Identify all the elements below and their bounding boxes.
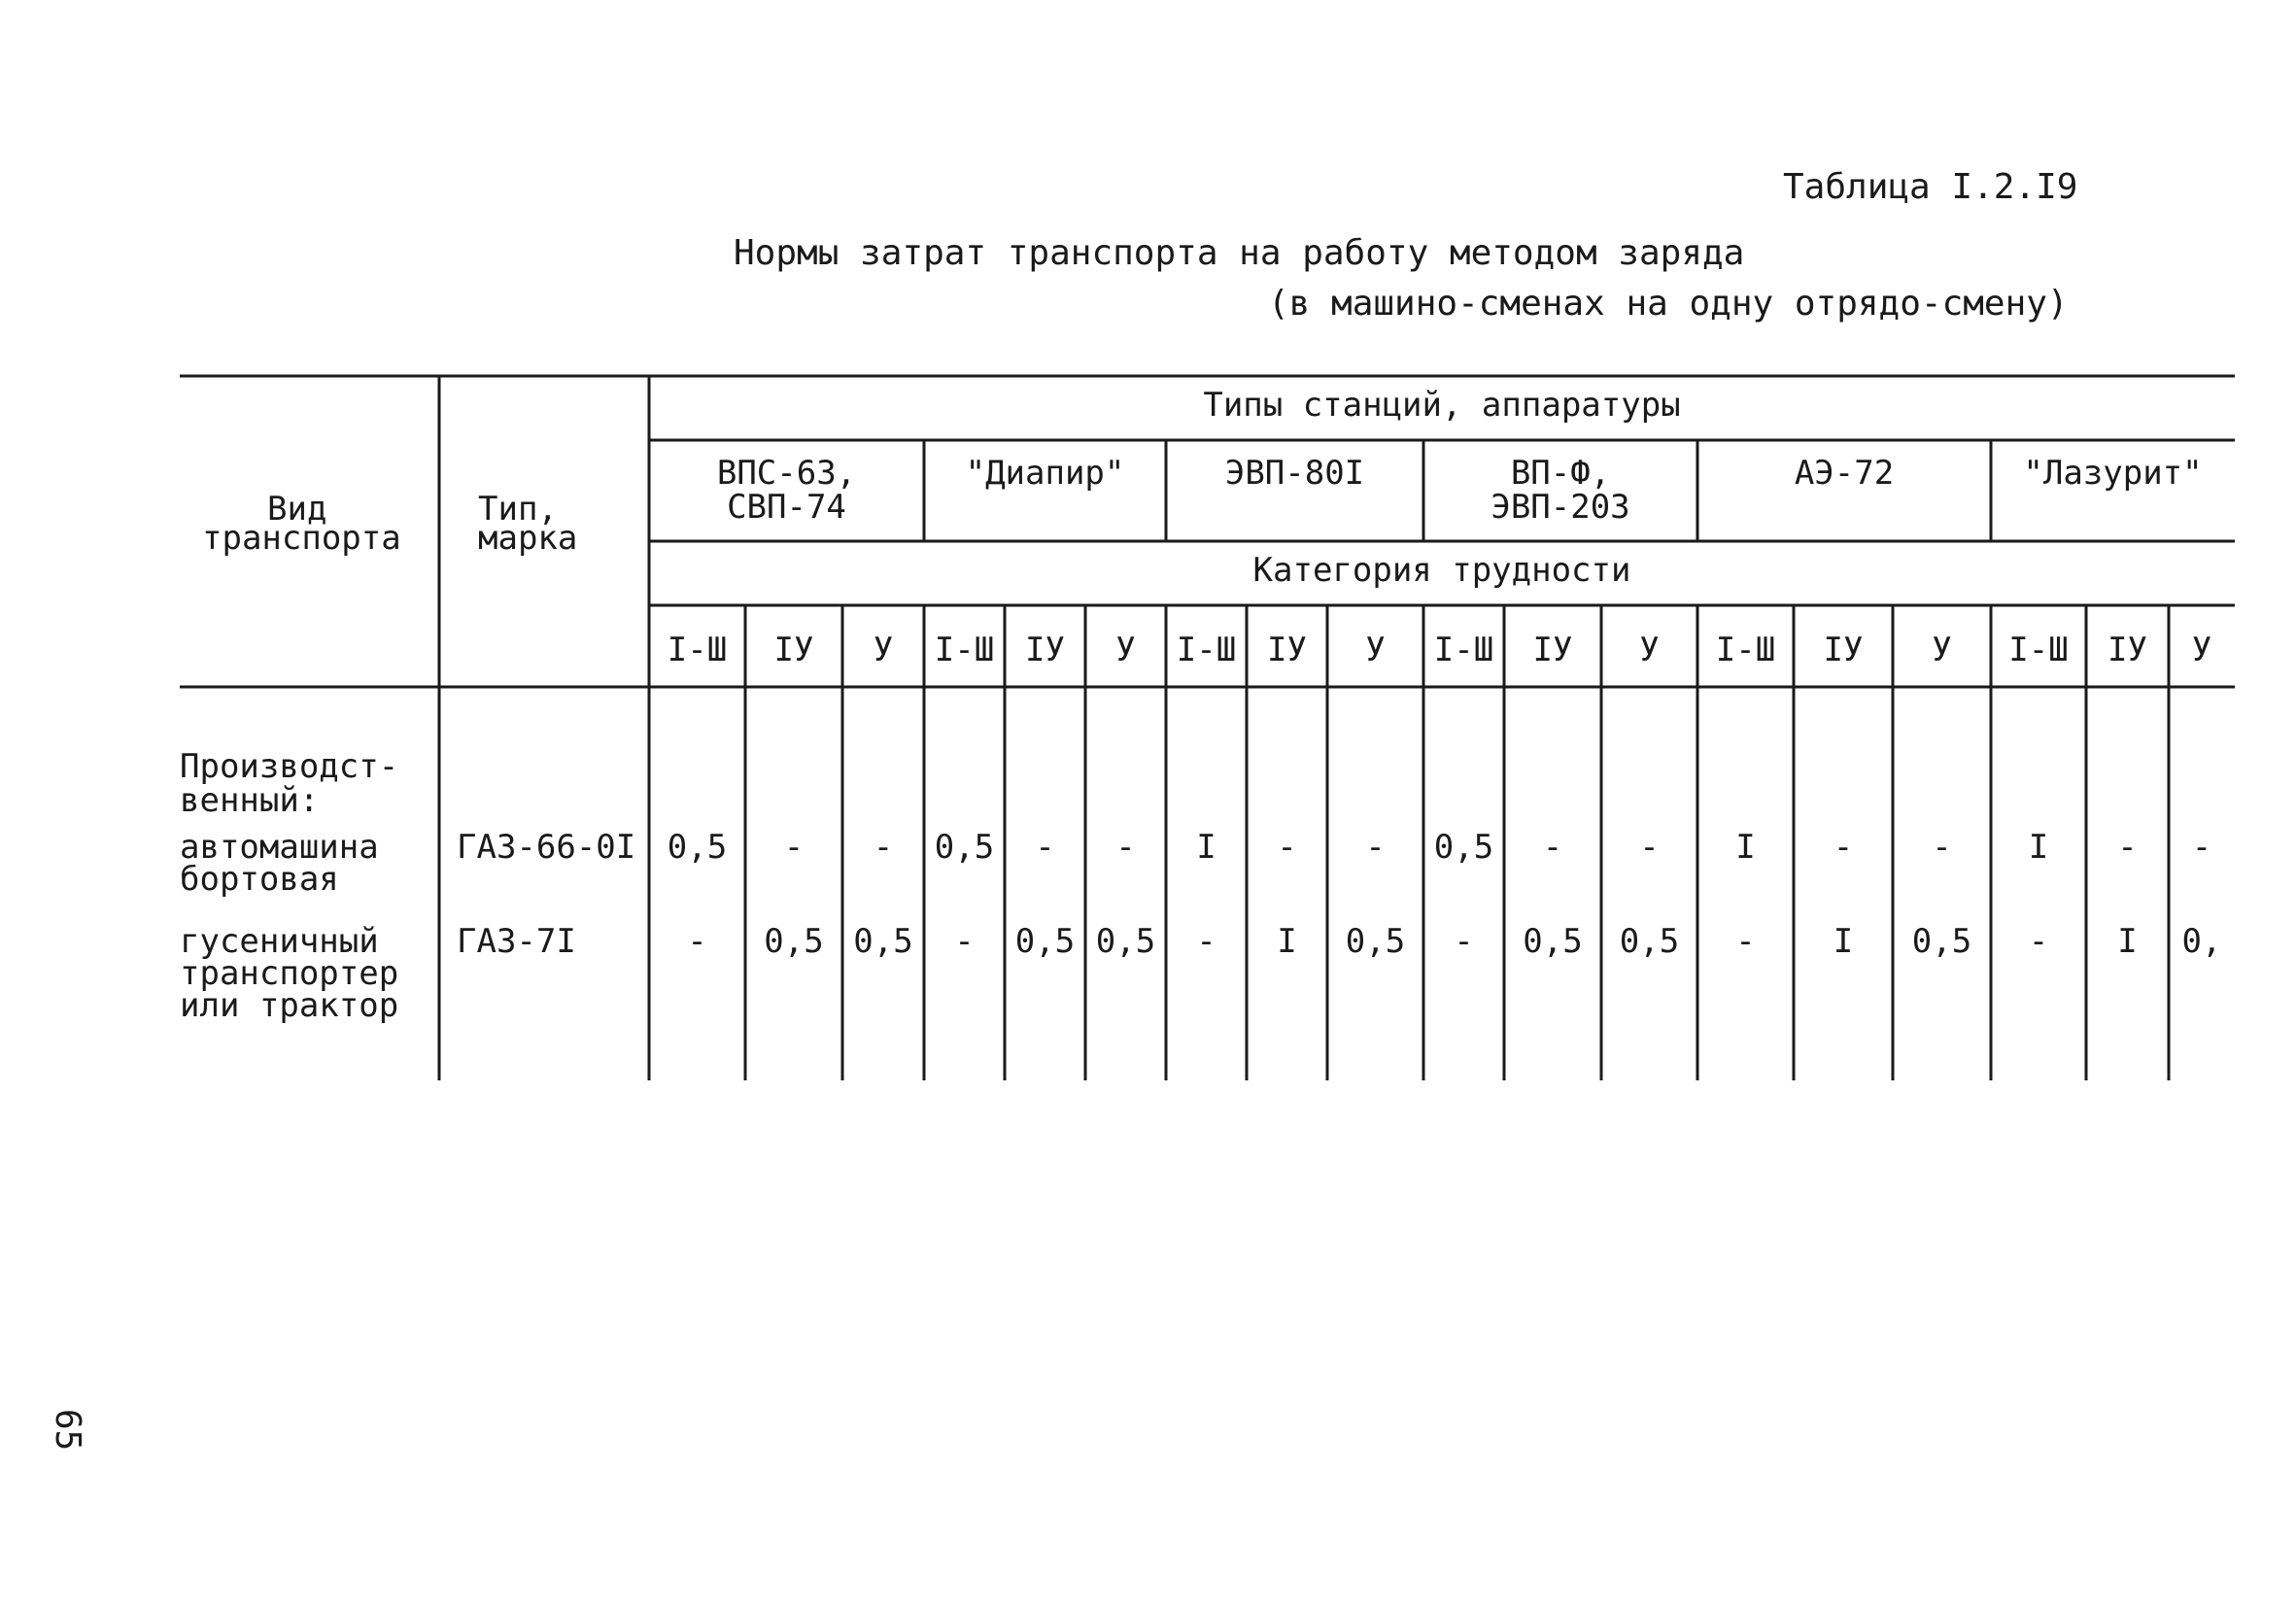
station-name: АЭ-72 [1794,454,1895,493]
difficulty-category-label: I-Ш [667,631,728,669]
difficulty-category-label: IУ [2108,631,2147,669]
difficulty-category-label: I-Ш [1176,631,1237,669]
station-name: ВП-Ф, [1510,454,1611,493]
row-value: I [2028,828,2049,867]
difficulty-category-label: I-Ш [1433,631,1494,669]
row-value: 0,5 [1911,922,1972,961]
difficulty-category-label: I-Ш [2008,631,2069,669]
row-value: I [1833,922,1854,961]
row-value: - [1542,828,1563,867]
row-model: ГАЗ-66-0I [457,828,636,867]
header-transport-kind: Вид [267,490,327,529]
row-value: - [1932,828,1952,867]
row-value: 0,5 [1619,922,1680,961]
row-value: 0,5 [1433,828,1494,867]
difficulty-category-label: У [873,631,894,669]
row-transport-name: автомашина [180,828,379,867]
row-value: 0,5 [1095,922,1156,961]
section-label: венный: [180,781,320,820]
row-value: - [1196,922,1217,961]
section-label: Производст- [180,747,399,786]
row-transport-name: гусеничный [180,922,379,961]
row-value: 0,5 [667,828,728,867]
row-value: 0,5 [764,922,824,961]
row-value: - [1639,828,1660,867]
station-name: ЭВП-203 [1491,488,1630,527]
difficulty-category-label: IУ [1532,631,1573,669]
header-transport-kind: транспорта [202,519,401,558]
row-value: 0,5 [853,922,913,961]
row-value: - [783,828,805,867]
difficulty-category-label: IУ [1025,631,1065,669]
row-value: - [1277,828,1297,867]
row-value: I [1277,922,1297,961]
row-value: 0,5 [1523,922,1583,961]
header-difficulty: Категория трудности [1252,551,1631,590]
row-value: - [1365,828,1386,867]
difficulty-category-label: I-Ш [1715,631,1776,669]
page-number: 65 [48,1409,87,1452]
row-value: - [1833,828,1854,867]
row-value: I [1735,828,1756,867]
station-name: "Лазурит" [2023,454,2203,493]
row-value: - [954,922,975,961]
row-transport-name: бортовая [180,860,339,899]
station-name: СВП-74 [727,488,846,527]
difficulty-category-label: IУ [773,631,814,669]
difficulty-category-label: У [1639,631,1660,669]
row-value: - [1454,922,1474,961]
difficulty-category-label: У [1365,631,1386,669]
difficulty-category-label: У [2191,631,2212,669]
row-model: ГАЗ-7I [457,922,576,961]
difficulty-category-label: I-Ш [934,631,995,669]
table-number: Таблица I.2.I9 [1783,167,2078,207]
difficulty-category-label: У [1932,631,1952,669]
row-value: - [687,922,707,961]
difficulty-category-label: У [1115,631,1136,669]
station-name: "Диапир" [965,454,1125,493]
row-value: - [2028,922,2049,961]
difficulty-category-label: IУ [1267,631,1307,669]
header-station-types: Типы станций, аппаратуры [1203,386,1681,425]
row-value: - [2117,828,2138,867]
header-model: Тип, [478,490,558,529]
table-title: Нормы затрат транспорта на работу методом заряда [734,233,1745,273]
row-value: - [1735,922,1756,961]
row-transport-name: или трактор [180,986,399,1025]
row-value: - [873,828,894,867]
station-name: ВПС-63, [716,454,857,493]
row-value: I [1196,828,1217,867]
row-value: 0,5 [1014,922,1076,961]
row-value: - [1035,828,1055,867]
header-model: марка [478,519,578,558]
row-value: - [1115,828,1136,867]
difficulty-category-label: IУ [1823,631,1864,669]
station-name: ЭВП-80I [1224,454,1365,493]
row-transport-name: транспортер [180,954,399,993]
row-value: 0, [2181,922,2222,961]
row-value: 0,5 [1345,922,1406,961]
row-value: I [2117,922,2138,961]
row-value: 0,5 [934,828,995,867]
row-value: - [2191,828,2212,867]
table-subtitle: (в машино-сменах на одну отрядо-смену) [1268,284,2069,324]
